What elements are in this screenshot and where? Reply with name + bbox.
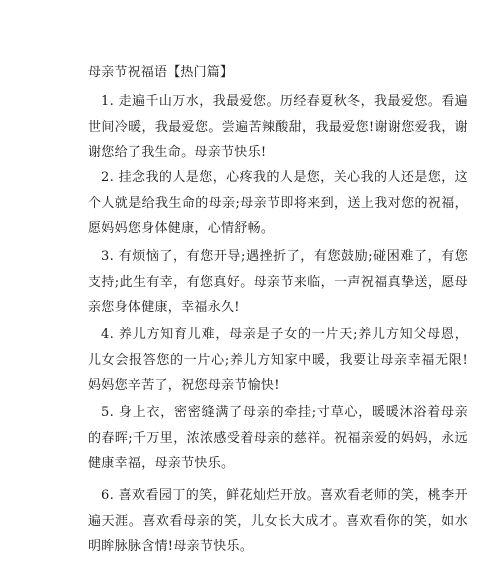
document-title: 母亲节祝福语【热门篇】 <box>88 65 234 80</box>
paragraph-6: 6. 喜欢看园丁的笑，鲜花灿烂开放。喜欢看老师的笑，桃李开遍天涯。喜欢看母亲的笑，儿女长大成才。喜欢看你的笑，如水明眸脉脉含情!母亲节快乐。 <box>88 488 468 554</box>
paragraph-2: 2. 挂念我的人是您，心疼我的人是您，关心我的人还是您，这个人就是给我生命的母亲;母亲节即将来到，送上我对您的祝福，愿妈妈您身体健康，心情舒畅。 <box>88 170 468 236</box>
paragraph-1: 1. 走遍千山万水，我最爱您。历经春夏秋冬，我最爱您。看遍世间冷暖，我最爱您。尝遍苦辣酸甜，我最爱您!谢谢您爱我，谢谢您给了我生命。母亲节快乐! <box>88 94 468 160</box>
paragraph-5: 5. 身上衣，密密缝满了母亲的牵挂;寸草心，暖暖沐浴着母亲的春晖;千万里，浓浓感受着母亲的慈祥。祝福亲爱的妈妈，永远健康幸福，母亲节快乐。 <box>88 405 468 471</box>
paragraph-4: 4. 养儿方知育儿难，母亲是子女的一片天;养儿方知父母恩，儿女会报答您的一片心;养儿方知家中暖，我要让母亲幸福无限!妈妈您辛苦了，祝您母亲节愉快! <box>88 327 468 393</box>
paragraph-3: 3. 有烦恼了，有您开导;遇挫折了，有您鼓励;碰困难了，有您支持;此生有幸，有您真好。母亲节来临，一声祝福真挚送，愿母亲您身体健康，幸福永久! <box>88 249 468 315</box>
